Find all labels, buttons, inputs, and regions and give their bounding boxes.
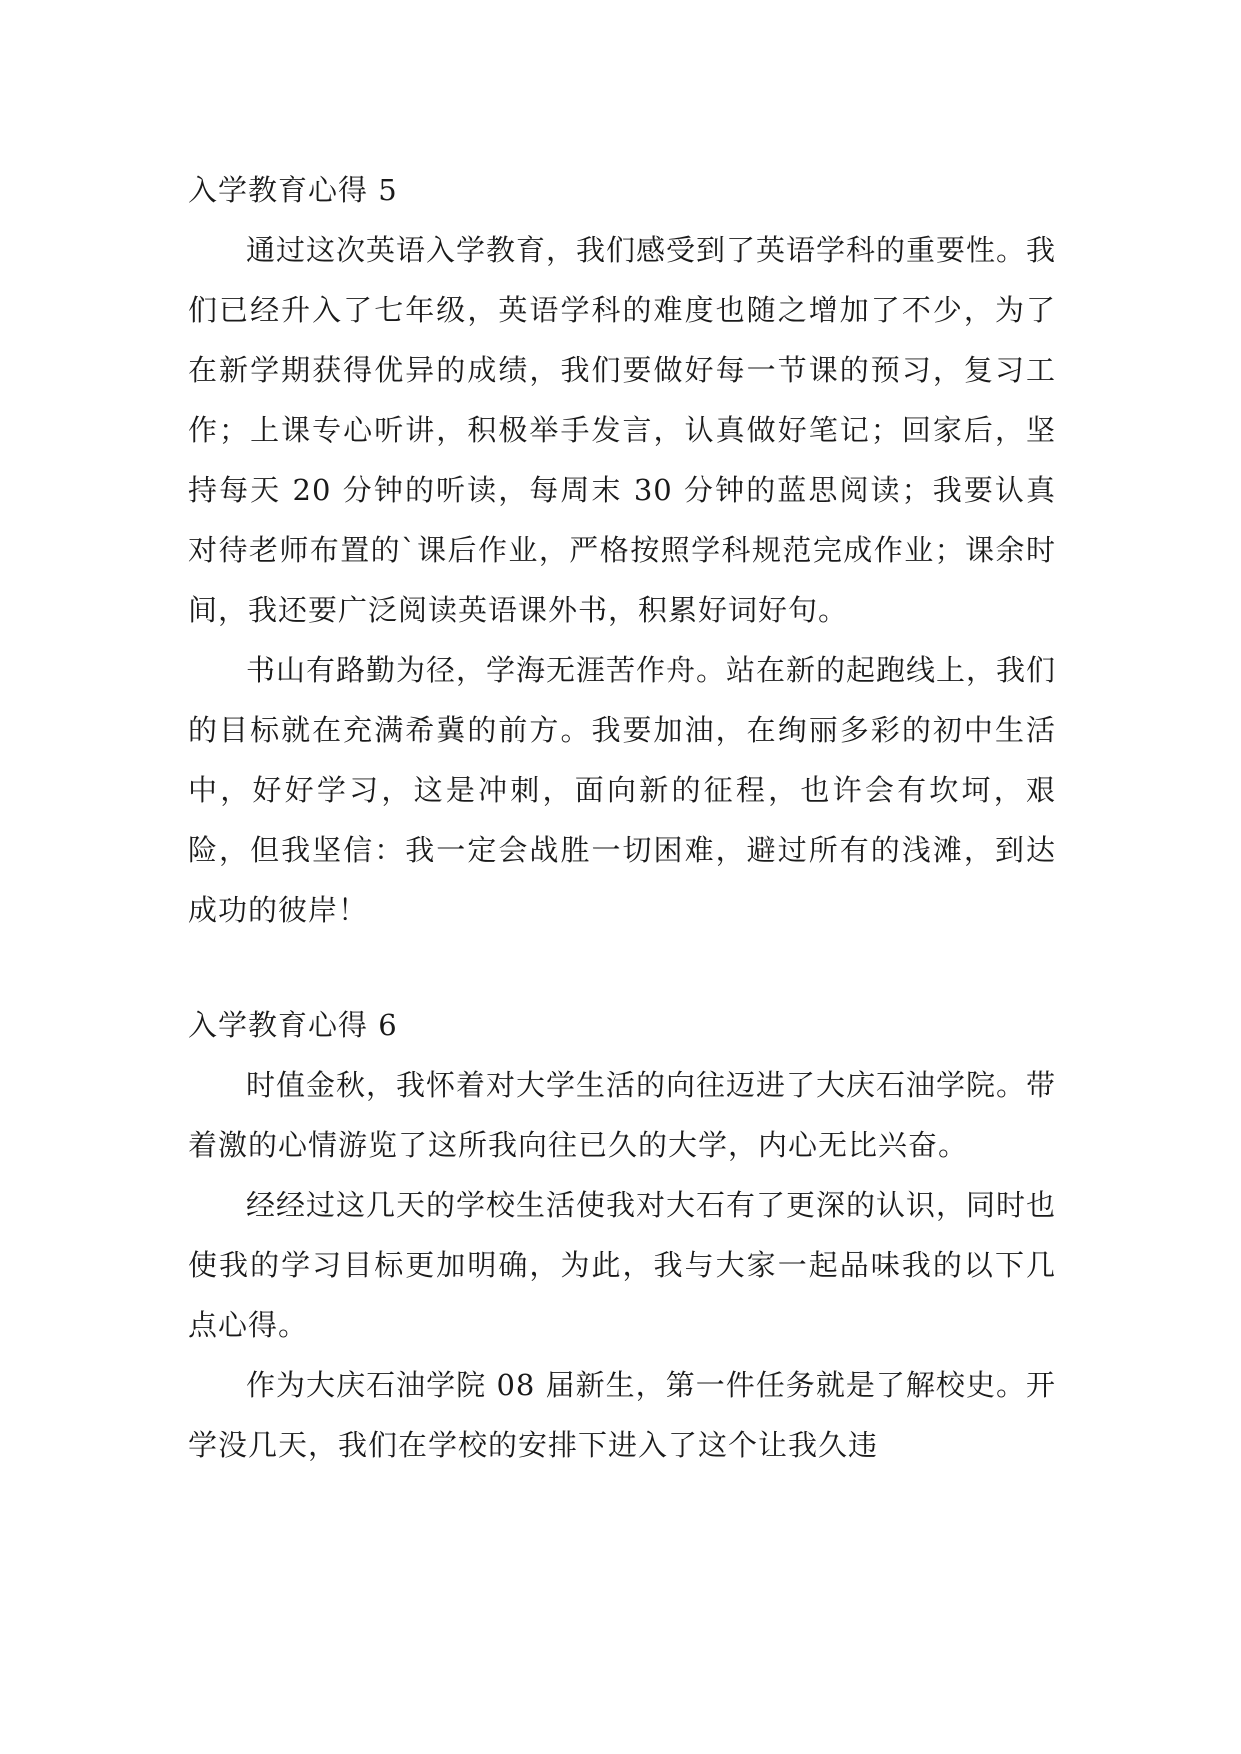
document-body [188,160,1056,1475]
paragraph: 时值金秋，我怀着对大学生活的向往迈进了大庆石油学院。带着激的心情游览了这所我向往已久的大学，内心无比兴奋。 [188,1068,1057,1162]
paragraph: 经经过这几天的学校生活使我对大石有了更深的认识，同时也使我的学习目标更加明确，为此，我与大家一起品味我的以下几点心得。 [188,1188,1057,1342]
paragraph: 通过这次英语入学教育，我们感受到了英语学科的重要性。我们已经升入了七年级，英语学科的难度也随之增加了不少，为了在新学期获得优异的成绩，我们要做好每一节课的预习，复习工作；上课专心听讲，积极举手发言，认真做好笔记；回家后，坚持每天 20 分钟的听读，每周末 30 分钟的蓝思阅读；我要认真对待老师布置的`课后作业，严格按照学科规范完成作业；课余时间，我还要广泛阅读英语课外书，积累好词好句。 [188,233,1057,627]
section-heading: 入学教育心得 5 [188,173,398,207]
section-6 [188,995,1056,1475]
section-5 [188,160,1056,940]
paragraph: 作为大庆石油学院 08 届新生，第一件任务就是了解校史。开学没几天，我们在学校的安排下进入了这个让我久违 [188,1368,1056,1462]
section-heading: 入学教育心得 6 [188,1008,398,1042]
paragraph: 书山有路勤为径，学海无涯苦作舟。站在新的起跑线上，我们的目标就在充满希冀的前方。我要加油，在绚丽多彩的初中生活中，好好学习，这是冲刺，面向新的征程，也许会有坎坷，艰险，但我坚信：我一定会战胜一切困难，避过所有的浅滩，到达成功的彼岸！ [188,653,1057,927]
